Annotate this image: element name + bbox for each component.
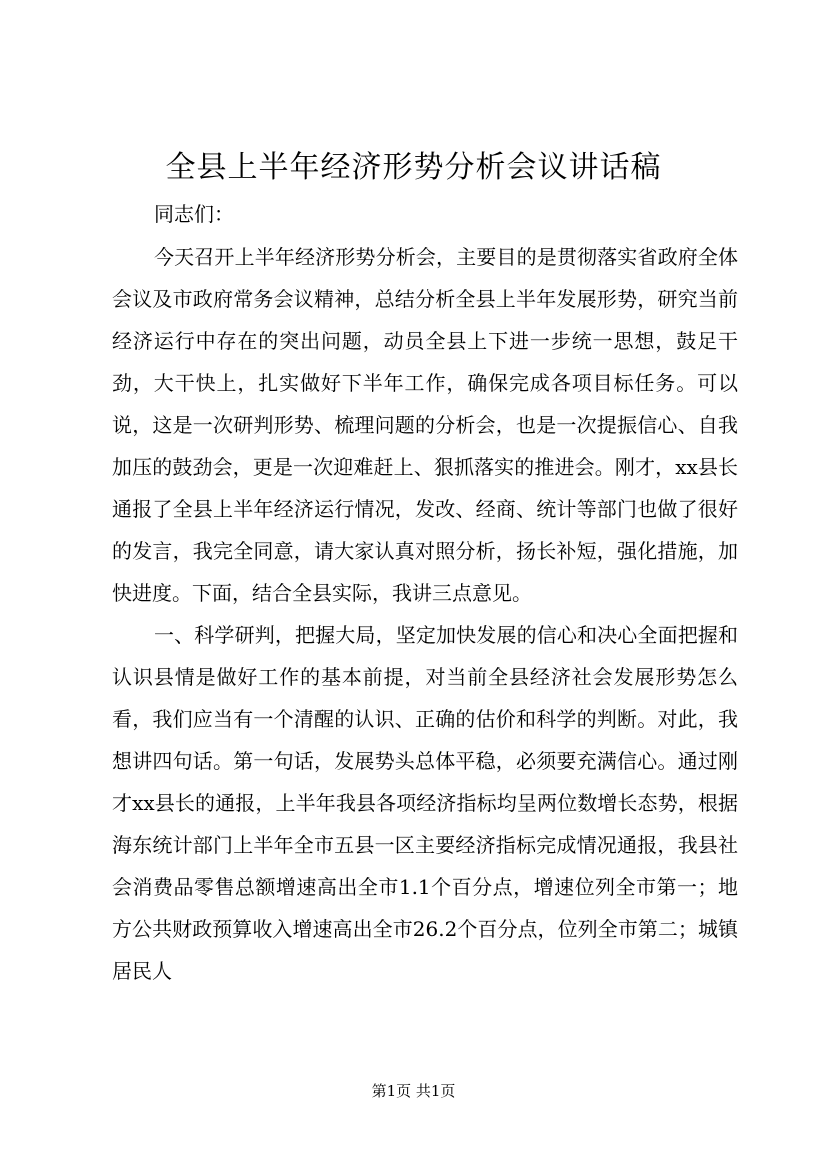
greeting: 同志们： [154, 202, 234, 226]
document-title: 全县上半年经济形势分析会议讲话稿 [165, 150, 662, 185]
document-body [112, 236, 738, 992]
paragraph-section-one: 一、科学研判，把握大局，坚定加快发展的信心和决心全面把握和认识县情是做好工作的基本前提，对当前全县经济社会发展形势怎么看，我们应当有一个清醒的认识、正确的估价和科学的判断。对此，我想讲四句话。第一句话，发展势头总体平稳，必须要充满信心。通过刚才xx县长的通报，上半年我县各项经济指标均呈两位数增长态势，根据海东统计部门上半年全市五县一区主要经济指标完成情况通报，我县社会消费品零售总额增速高出全市1.1个百分点，增速位列全市第一；地方公共财政预算收入增速高出全市26.2个百分点，位列全市第二；城镇居民人 [112, 623, 738, 983]
page-footer: 第1页 共1页 [371, 1082, 456, 1100]
paragraph-intro: 今天召开上半年经济形势分析会，主要目的是贯彻落实省政府全体会议及市政府常务会议精神，总结分析全县上半年发展形势，研究当前经济运行中存在的突出问题，动员全县上下进一步统一思想，鼓足干劲，大干快上，扎实做好下半年工作，确保完成各项目标任务。可以说，这是一次研判形势、梳理问题的分析会，也是一次提振信心、自我加压的鼓劲会，更是一次迎难赶上、狠抓落实的推进会。刚才，xx县长通报了全县上半年经济运行情况，发改、经商、统计等部门也做了很好的发言，我完全同意，请大家认真对照分析，扬长补短，强化措施，加快进度。下面，结合全县实际，我讲三点意见。 [112, 245, 738, 605]
